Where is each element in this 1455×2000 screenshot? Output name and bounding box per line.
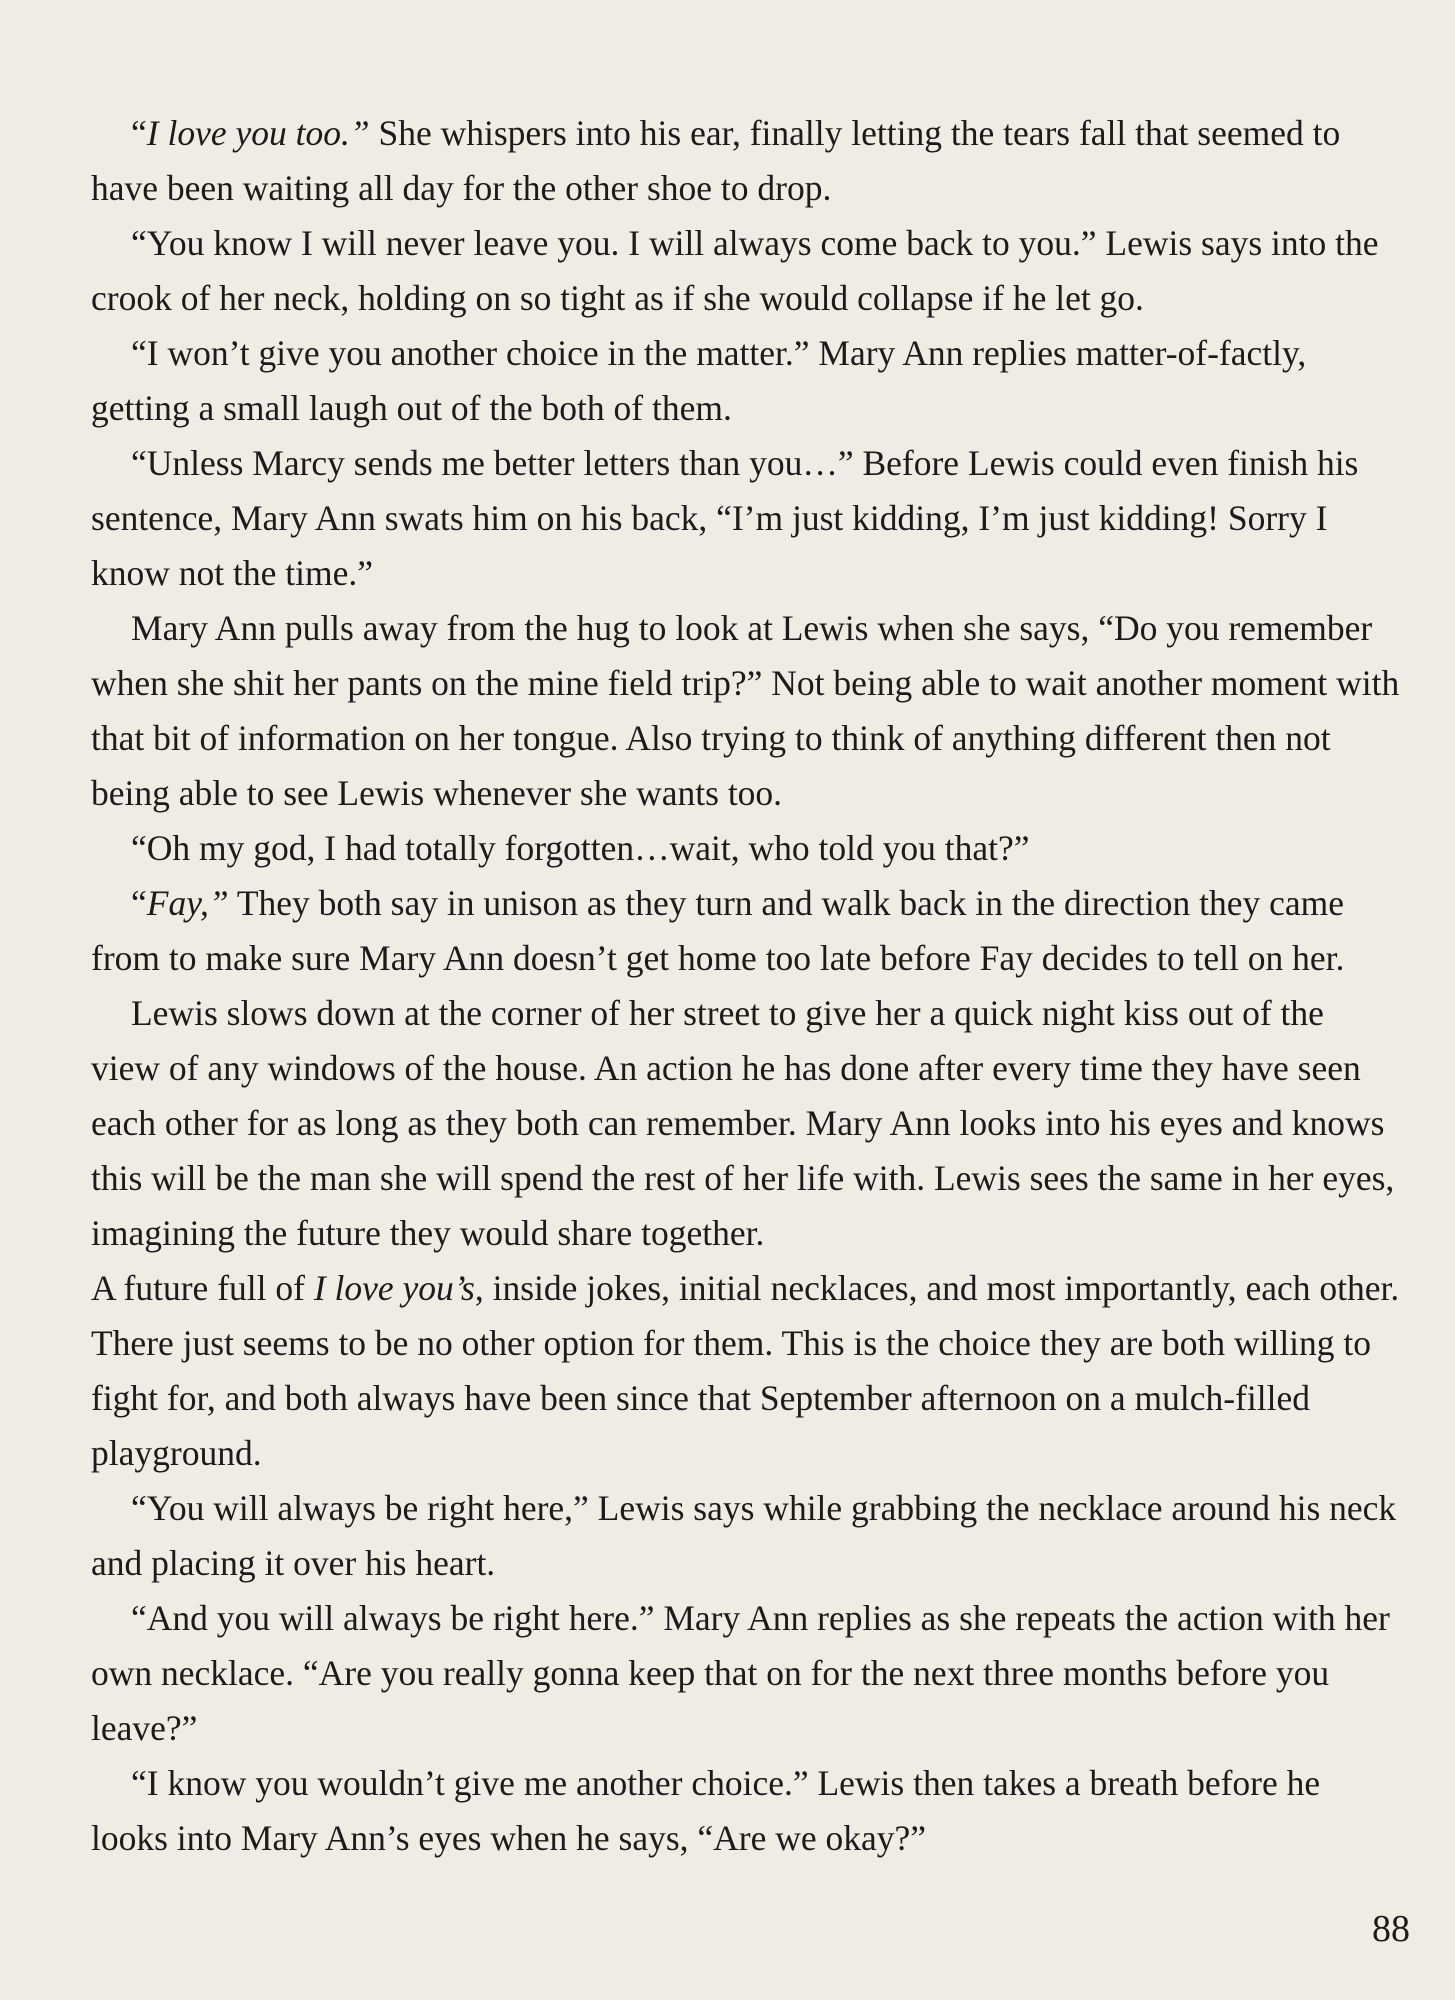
paragraph [91, 986, 1401, 1261]
text-run: “ [131, 883, 147, 923]
text-run: “Oh my god, I had totally forgotten…wait, who told you that?” [131, 828, 1030, 868]
text-run: “I won’t give you another choice in the matter.” Mary Ann replies matter-of-factly, getting a small laugh out of the both of them. [91, 333, 1307, 428]
paragraph [91, 1591, 1401, 1756]
paragraph [91, 216, 1401, 326]
text-run: “ [131, 113, 147, 153]
text-run: , inside jokes, initial necklaces, and most importantly, each other. There just seems to be no other option for them. This is the choice they are both willing to fight for, and both always have been since that September afternoon on a mulch-filled playground. [91, 1268, 1400, 1473]
italic-text: I love you too.” [146, 113, 370, 153]
text-run: They both say in unison as they turn and walk back in the direction they came from to make sure Mary Ann doesn’t get home too late before Fay decides to tell on her. [91, 883, 1345, 978]
paragraph [91, 326, 1401, 436]
paragraph [91, 821, 1401, 876]
italic-text: I love you’s [313, 1268, 475, 1308]
paragraph [91, 1261, 1401, 1481]
paragraph [91, 1481, 1401, 1591]
paragraph [91, 1756, 1401, 1866]
paragraph [91, 106, 1401, 216]
text-run: “And you will always be right here.” Mary Ann replies as she repeats the action with her own necklace. “Are you really gonna keep that on for the next three months before you leave?” [91, 1598, 1390, 1748]
text-run: “I know you wouldn’t give me another choice.” Lewis then takes a breath before he looks into Mary Ann’s eyes when he says, “Are we okay?” [91, 1763, 1321, 1858]
text-run: A future full of [91, 1268, 314, 1308]
text-run: “You will always be right here,” Lewis says while grabbing the necklace around his neck and placing it over his heart. [91, 1488, 1397, 1583]
text-run: She whispers into his ear, finally letting the tears fall that seemed to have been waiting all day for the other shoe to drop. [91, 113, 1341, 208]
text-run: “Unless Marcy sends me better letters than you…” Before Lewis could even finish his sentence, Mary Ann swats him on his back, “I’m just kidding, I’m just kidding! Sorry I know not the time.” [91, 443, 1359, 593]
text-run: “You know I will never leave you. I will always come back to you.” Lewis says into the crook of her neck, holding on so tight as if she would collapse if he let go. [91, 223, 1379, 318]
paragraph [91, 601, 1401, 821]
paragraph [91, 436, 1401, 601]
italic-text: Fay,” [146, 883, 229, 923]
page-body [91, 106, 1401, 1866]
text-run: Mary Ann pulls away from the hug to look at Lewis when she says, “Do you remember when she shit her pants on the mine field trip?” Not being able to wait another moment with that bit of information on her tongue. Also trying to think of anything different then not being able to see Lewis whenever she wants too. [91, 608, 1400, 813]
page-number: 88 [1372, 1908, 1410, 1950]
paragraph [91, 876, 1401, 986]
text-run: Lewis slows down at the corner of her street to give her a quick night kiss out of the view of any windows of the house. An action he has done after every time they have seen each other for as long as they both can remember. Mary Ann looks into his eyes and knows this will be the man she will spend the rest of her life with. Lewis sees the same in her eyes, imagining the future they would share together. [91, 993, 1395, 1253]
